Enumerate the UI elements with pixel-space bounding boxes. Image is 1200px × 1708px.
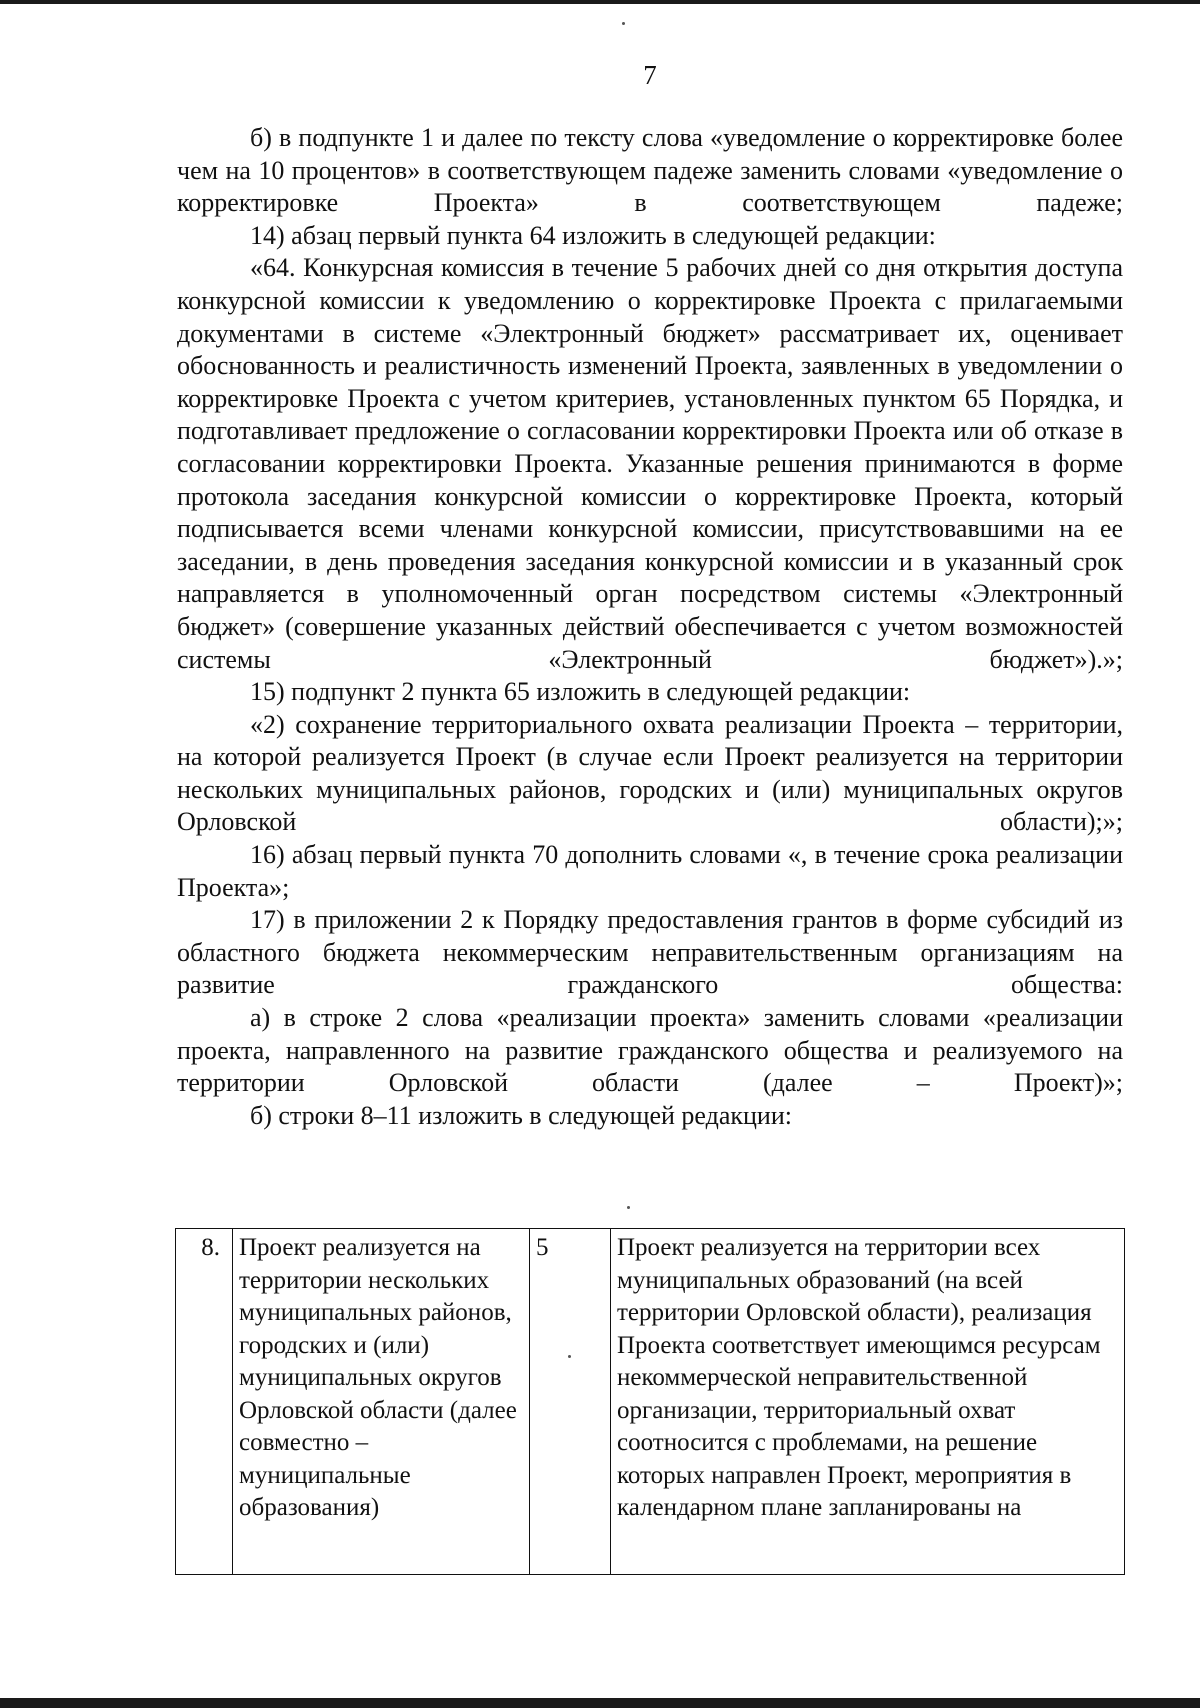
paragraph-item-15: 15) подпункт 2 пункта 65 изложить в следующей редакции: (250, 677, 911, 707)
page-number: 7 (643, 60, 657, 90)
paragraph-amendment-b-rows: б) строки 8–11 изложить в следующей редакции: (250, 1100, 792, 1130)
score-cell: 5 (530, 1229, 611, 1575)
criteria-table (175, 1228, 1125, 1575)
paragraph-amendment-a: а) в строке 2 слова «реализации проекта» заменить словами «реализации проекта, направленного на развитие гражданского общества и реализуемого на территории Орловской области (далее – Проект)»; (177, 1003, 1123, 1098)
scan-speck (568, 1355, 571, 1358)
scan-top-edge (0, 0, 1200, 4)
paragraph-clause-64: «64. Конкурсная комиссия в течение 5 рабочих дней со дня открытия доступа конкурсной комиссии к уведомлению о корректировке Проекта с прилагаемыми документами в системе «Электронный бюджет» рассматривает их, оценивает обоснованность и реалистичность изменений Проекта, заявленных в уведомлении о корректировке Проекта с учетом критериев, установленных пунктом 65 Порядка, и подготавливает предложение о согласовании корректировки Проекта или об отказе в согласовании корректировки Проекта. Указанные решения принимаются в форме протокола заседания конкурсной комиссии о корректировке Проекта, который подписывается всеми членами конкурсной комиссии, присутствовавшими на ее заседании, в день проведения заседания конкурсной комиссии и в указанный срок направляется в уполномоченный орган посредством системы «Электронный бюджет» (совершение указанных действий обеспечивается с учетом возможностей системы «Электронный бюджет»).»; (177, 253, 1123, 674)
row-number: 8. (176, 1229, 233, 1575)
paragraph-subclause-2: «2) сохранение территориального охвата реализации Проекта – территории, на которой реализуется Проект (в случае если Проект реализуется на территории нескольких муниципальных районов, городских и (или) муниципальных округов Орловской области);»; (177, 709, 1123, 837)
document-body (177, 122, 1123, 1132)
table-row (176, 1229, 1125, 1575)
scan-speck (627, 1206, 630, 1209)
paragraph-item-16: 16) абзац первый пункта 70 дополнить словами «, в течение срока реализации Проекта»; (177, 840, 1123, 902)
paragraph-item-14: 14) абзац первый пункта 64 изложить в следующей редакции: (250, 220, 936, 250)
criterion-cell: Проект реализуется на территории нескольких муниципальных районов, городских и (или) муниципальных округов Орловской области (далее совместно – муниципальные образования) (233, 1229, 530, 1575)
paragraph-item-17: 17) в приложении 2 к Порядку предоставления грантов в форме субсидий из областного бюджета некоммерческим неправительственным организациям на развитие гражданского общества: (177, 905, 1123, 1000)
description-cell: Проект реализуется на территории всех муниципальных образований (на всей территории Орловской области), реализация Проекта соответствует имеющимся ресурсам некоммерческой неправительственной организации, территориальный охват соотносится с проблемами, на решение которых направлен Проект, мероприятия в календарном плане запланированы на (611, 1229, 1125, 1575)
scan-speck (622, 22, 625, 25)
paragraph-amendment-b: б) в подпункте 1 и далее по тексту слова «уведомление о корректировке более чем на 10 процентов» в соответствующем падеже заменить словами «уведомление о корректировке Проекта» в соответствующем падеже; (177, 123, 1123, 218)
scan-bottom-edge (0, 1698, 1200, 1708)
